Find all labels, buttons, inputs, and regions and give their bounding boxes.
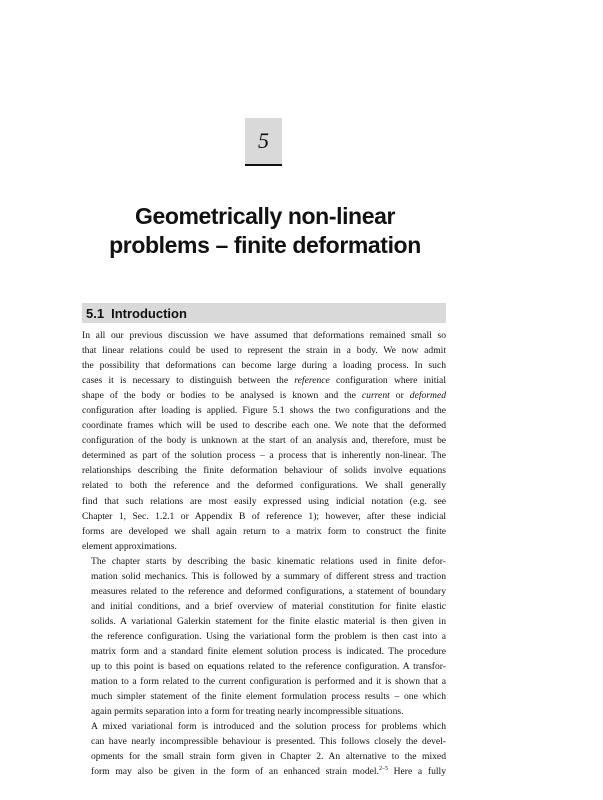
text-segment: up to this point is based on equations related to the reference configuration. A transfor- [91, 661, 446, 673]
text-segment: In all our previous discussion we have assumed that deformations remained small so [82, 330, 446, 341]
text-segment: Chapter 1, Sec. 1.2.1 or Appendix B of reference 1); however, after these indicial [82, 510, 446, 522]
text-line [82, 659, 446, 674]
text-segment: coordinate frames which will be used to describe each one. We note that the deformed [82, 420, 446, 432]
text-line [82, 569, 446, 584]
text-segment: that linear relations could be used to represent the strain in a body. We now admit [82, 345, 446, 357]
text-segment: shape of the body or bodies to be analysed is known and the [82, 390, 362, 402]
text-segment: configuration where initial [329, 375, 446, 387]
chapter-title [60, 202, 470, 260]
text-segment: mation to a form related to the current configuration is performed and it is shown that a [91, 676, 446, 688]
text-segment: related to both the reference and the deformed configurations. We shall generally [82, 480, 446, 492]
text-segment: the reference configuration. Using the variational form the problem is then cast into a [91, 630, 446, 642]
text-line [82, 433, 446, 448]
text-segment: form may also be given in the form of an enhanced strain model. [91, 766, 379, 778]
text-segment: measures related to the reference and deformed configurations, a statement of boundary [91, 585, 446, 597]
section-title: Introduction [111, 305, 187, 321]
chapter-title-line-1: Geometrically non-linear [134, 203, 396, 229]
text-line [82, 554, 446, 569]
text-segment: matrix form and a standard finite element solution process is indicated. The procedure [91, 645, 446, 657]
text-line [82, 704, 446, 719]
text-segment: can have nearly incompressible behaviour is presented. This follows closely the devel- [91, 736, 446, 748]
emphasized-term: reference [294, 375, 330, 387]
emphasized-term: current [361, 390, 390, 402]
text-line [82, 614, 446, 629]
text-line [82, 689, 446, 704]
text-segment: solids. A variational Galerkin statement for the finite elastic material is then given in [91, 615, 446, 627]
text-line [82, 494, 446, 509]
text-line [82, 418, 446, 433]
text-segment: find that such relations are most easily expressed using indicial notation (e.g. see [82, 495, 446, 507]
text-segment: element approximations. [82, 540, 177, 552]
paragraph-3 [82, 719, 446, 779]
emphasized-term: deformed [409, 390, 446, 402]
text-segment: Here a fully [387, 766, 446, 778]
text-line [82, 328, 446, 343]
text-line [82, 388, 446, 403]
section-number: 5.1 [86, 305, 105, 321]
text-segment: and initial conditions, and a brief overview of material constitution for finite elastic [91, 600, 446, 612]
text-segment: relationships describing the finite deformation behaviour of solids involve equations [82, 465, 446, 477]
text-line [82, 478, 446, 493]
text-segment: mation solid mechanics. This is followed by a summary of different stress and traction [91, 570, 446, 582]
text-line [82, 403, 446, 418]
text-line [82, 644, 446, 659]
text-segment: much simpler statement of the finite element formulation process results – one which [91, 691, 446, 703]
chapter-title-line-2: problems – finite deformation [109, 232, 421, 258]
text-line [82, 719, 446, 734]
paragraph-2 [82, 554, 446, 720]
text-segment: the possibility that deformations can become large during a loading process. In such [82, 360, 446, 372]
text-segment: cases it is necessary to distinguish between the [82, 375, 295, 387]
text-segment: forms are developed we shall again return to a matrix form to construct the finite [82, 525, 446, 537]
section-heading [82, 303, 446, 323]
text-line [82, 358, 446, 373]
text-line [82, 584, 446, 599]
text-line [82, 764, 446, 779]
text-line [82, 749, 446, 764]
text-line [82, 343, 446, 358]
text-segment: configuration of the body is unknown at the start of an analysis and, therefore, must be [82, 435, 446, 447]
paragraph-1 [82, 328, 446, 554]
text-line [82, 448, 446, 463]
text-line [82, 539, 446, 554]
chapter-number: 5 [258, 128, 269, 153]
text-line [82, 373, 446, 388]
text-line [82, 734, 446, 749]
text-segment: A mixed variational form is introduced and the solution process for problems which [91, 721, 446, 733]
text-line [82, 599, 446, 614]
text-segment: The chapter starts by describing the basic kinematic relations used in finite defor- [91, 555, 446, 567]
text-line [82, 463, 446, 478]
text-segment: configuration after loading is applied. Figure 5.1 shows the two configurations and the [82, 405, 446, 417]
text-line [82, 524, 446, 539]
citation [379, 766, 388, 777]
citation-superscript: 2–5 [378, 766, 388, 773]
text-segment: determined as part of the solution process – a process that is inherently non-linear. The [82, 450, 446, 462]
text-line [82, 674, 446, 689]
text-line [82, 509, 446, 524]
text-line [82, 629, 446, 644]
text-segment: again permits separation into a form for treating nearly incompressible situations. [91, 706, 404, 718]
text-segment: or [389, 390, 410, 402]
body-text [82, 328, 446, 779]
text-segment: opments for the small strain form given in Chapter 2. An alternative to the mixed [91, 751, 446, 763]
chapter-number-box [245, 118, 282, 166]
